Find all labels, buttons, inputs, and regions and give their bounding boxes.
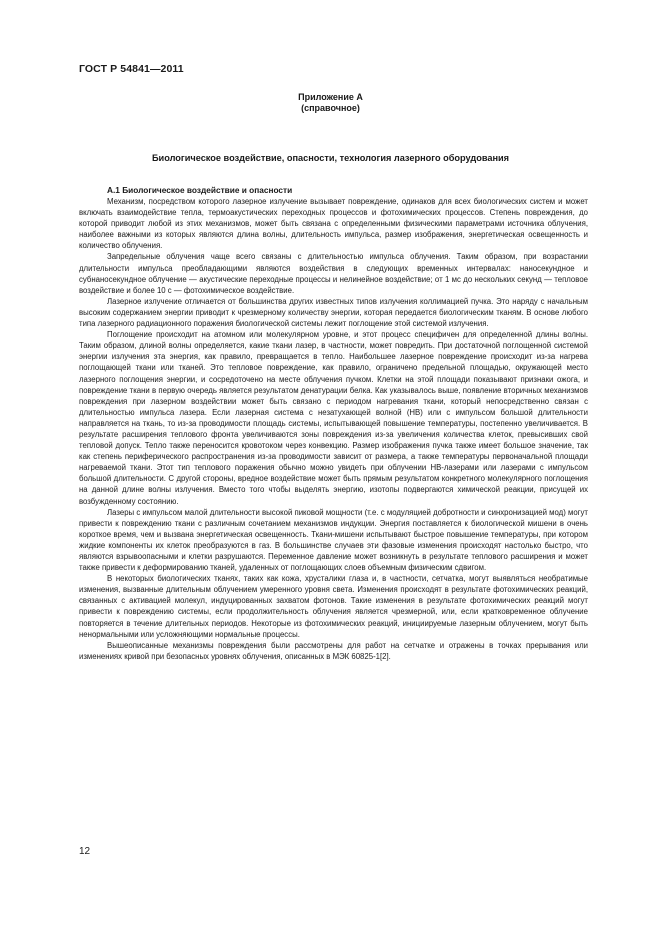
paragraph: Вышеописанные механизмы повреждения были рассмотрены для работ на сетчатке и отражены в точках прерывания или изменениях кривой при безопасных уровнях облучения, описанных в МЭК 60825-1[2].	[79, 640, 588, 661]
paragraph: Механизм, посредством которого лазерное излучение вызывает повреждение, одинаков для всех биологических систем и может включать взаимодействие тепла, термоакустических переходных процессов и фотохимических процессов. Степень повреждения, до которой приводит любой из этих механизмов, может быть связана с определенными физическими параметрами источника облучения, наиболее важными из которых являются длина волны, длительность импульса, размер изображения, энергетическая освещенность и количество облучения.	[79, 197, 588, 251]
section-title: А.1 Биологическое воздействие и опасности	[107, 185, 293, 195]
appendix-subtitle: (справочное)	[301, 103, 360, 113]
appendix-heading	[0, 92, 661, 114]
paragraph: Поглощение происходит на атомном или молекулярном уровне, и этот процесс специфичен для определенной длины волны. Таким образом, длиной волны определяется, какие ткани лазер, в частности, может повредить. При достаточной поглощенной системой энергии излучения эта энергия, как правило, превращается в тепло. Наибольшее лазерное повреждение происходит из-за нагрева поглощающей ткани или тканей. Это тепловое повреждение, как правило, ограничено предельной площадью, окружающей место лазерного поглощения энергии, и сосредоточено на месте облучения пучком. Клетки на этой площади показывают признаки ожога, и повреждение ткани в первую очередь является результатом денатурации белка. Как указывалось выше, появление вторичных механизмов повреждения при лазерном воздействии может быть связано с периодом нагревания ткани, который непосредственно связан с длительностью импульса лазера. Если лазерная система с незатухающей волной (НВ) или с импульсом большой длительности направляется на ткань, то из-за проводимости площадь системы, испытывающей повышение температуры, постепенно увеличивается. В результате расширения теплового фронта увеличиваются зоны повреждения из-за увеличения количества клеток, превысивших свой тепловой допуск. Тепло также переносится кровотоком через конвекцию. Размер изображения пучка также имеет большое значение, так как степень периферического распространения из-за проводимости зависит от размера, а также температуры первоначальной площади нагреваемой ткани. Этот тип теплового поражения обычно можно увидеть при облучении НВ-лазерами или лазерами с импульсом большой длительности. С другой стороны, вредное воздействие может быть прямым результатом конкретного молекулярного поглощения на данной длине волны излучения. Вместо того чтобы выделять энергию, изотопы подвергаются химической реакции, присущей их возбужденному состоянию.	[79, 330, 588, 506]
standard-header: ГОСТ Р 54841—2011	[79, 63, 184, 75]
paragraph: Запредельные облучения чаще всего связаны с длительностью импульса облучения. Таким образом, при возрастании длительности импульса преобладающими являются воздействия в следующих временных интервалах: наносекундное и субнаносекундное облучение — акустические переходные процессы и нелинейное воздействие; от 1 мс до нескольких секунд — тепловое воздействие и более 10 с — фотохимическое воздействие.	[79, 252, 588, 295]
body-text	[79, 196, 588, 662]
appendix-title: Приложение А	[298, 92, 363, 102]
page-number: 12	[79, 846, 91, 857]
paragraph: В некоторых биологических тканях, таких как кожа, хрусталики глаза и, в частности, сетчатка, могут выявляться необратимые изменения, вызванные длительным облучением умеренного уровня света. Изменения происходят в результате фотохимических реакций, связанных с активацией молекул, индуцированных захватом фотонов. Такие изменения в результате фотохимических реакций могут привести к повреждению системы, если продолжительность облучения является чрезмерной, или, если кратковременное облучение повторяется в течение длительных периодов. Некоторые из фотохимических реакций, инициируемые лазерным облучением, могут быть ненормальными или усложняющими нормальные процессы.	[79, 574, 588, 639]
paragraph: Лазерное излучение отличается от большинства других известных типов излучения коллимацией пучка. Это наряду с начальным высоким содержанием энергии приводит к чрезмерному количеству энергии, которая передается биологическим тканям. В основе любого типа лазерного радиационного поражения биологической системы лежит поглощение этой системой излучения.	[79, 296, 588, 329]
paragraph: Лазеры с импульсом малой длительности высокой пиковой мощности (т.е. с модуляцией добротности и синхронизацией мод) могут привести к повреждению ткани с различным сочетанием механизмов индукции. Энергия поставляется к биологической мишени в очень короткое время, чем и вызвана энергетическая освещенность. Ткани-мишени испытывают быстрое повышение температуры, при котором жидкие компоненты их клеток преобразуются в газ. В большинстве случаев эти фазовые изменения происходят настолько быстро, что являются взрывоопасными и клетки разрушаются. Переменное давление может возникнуть в результате теплового расширения и может также привести к деформированию тканей, удаленных от поглощающих слоев объемным физическим сдвигом.	[79, 507, 588, 573]
main-title: Биологическое воздействие, опасности, технология лазерного оборудования	[151, 153, 510, 163]
